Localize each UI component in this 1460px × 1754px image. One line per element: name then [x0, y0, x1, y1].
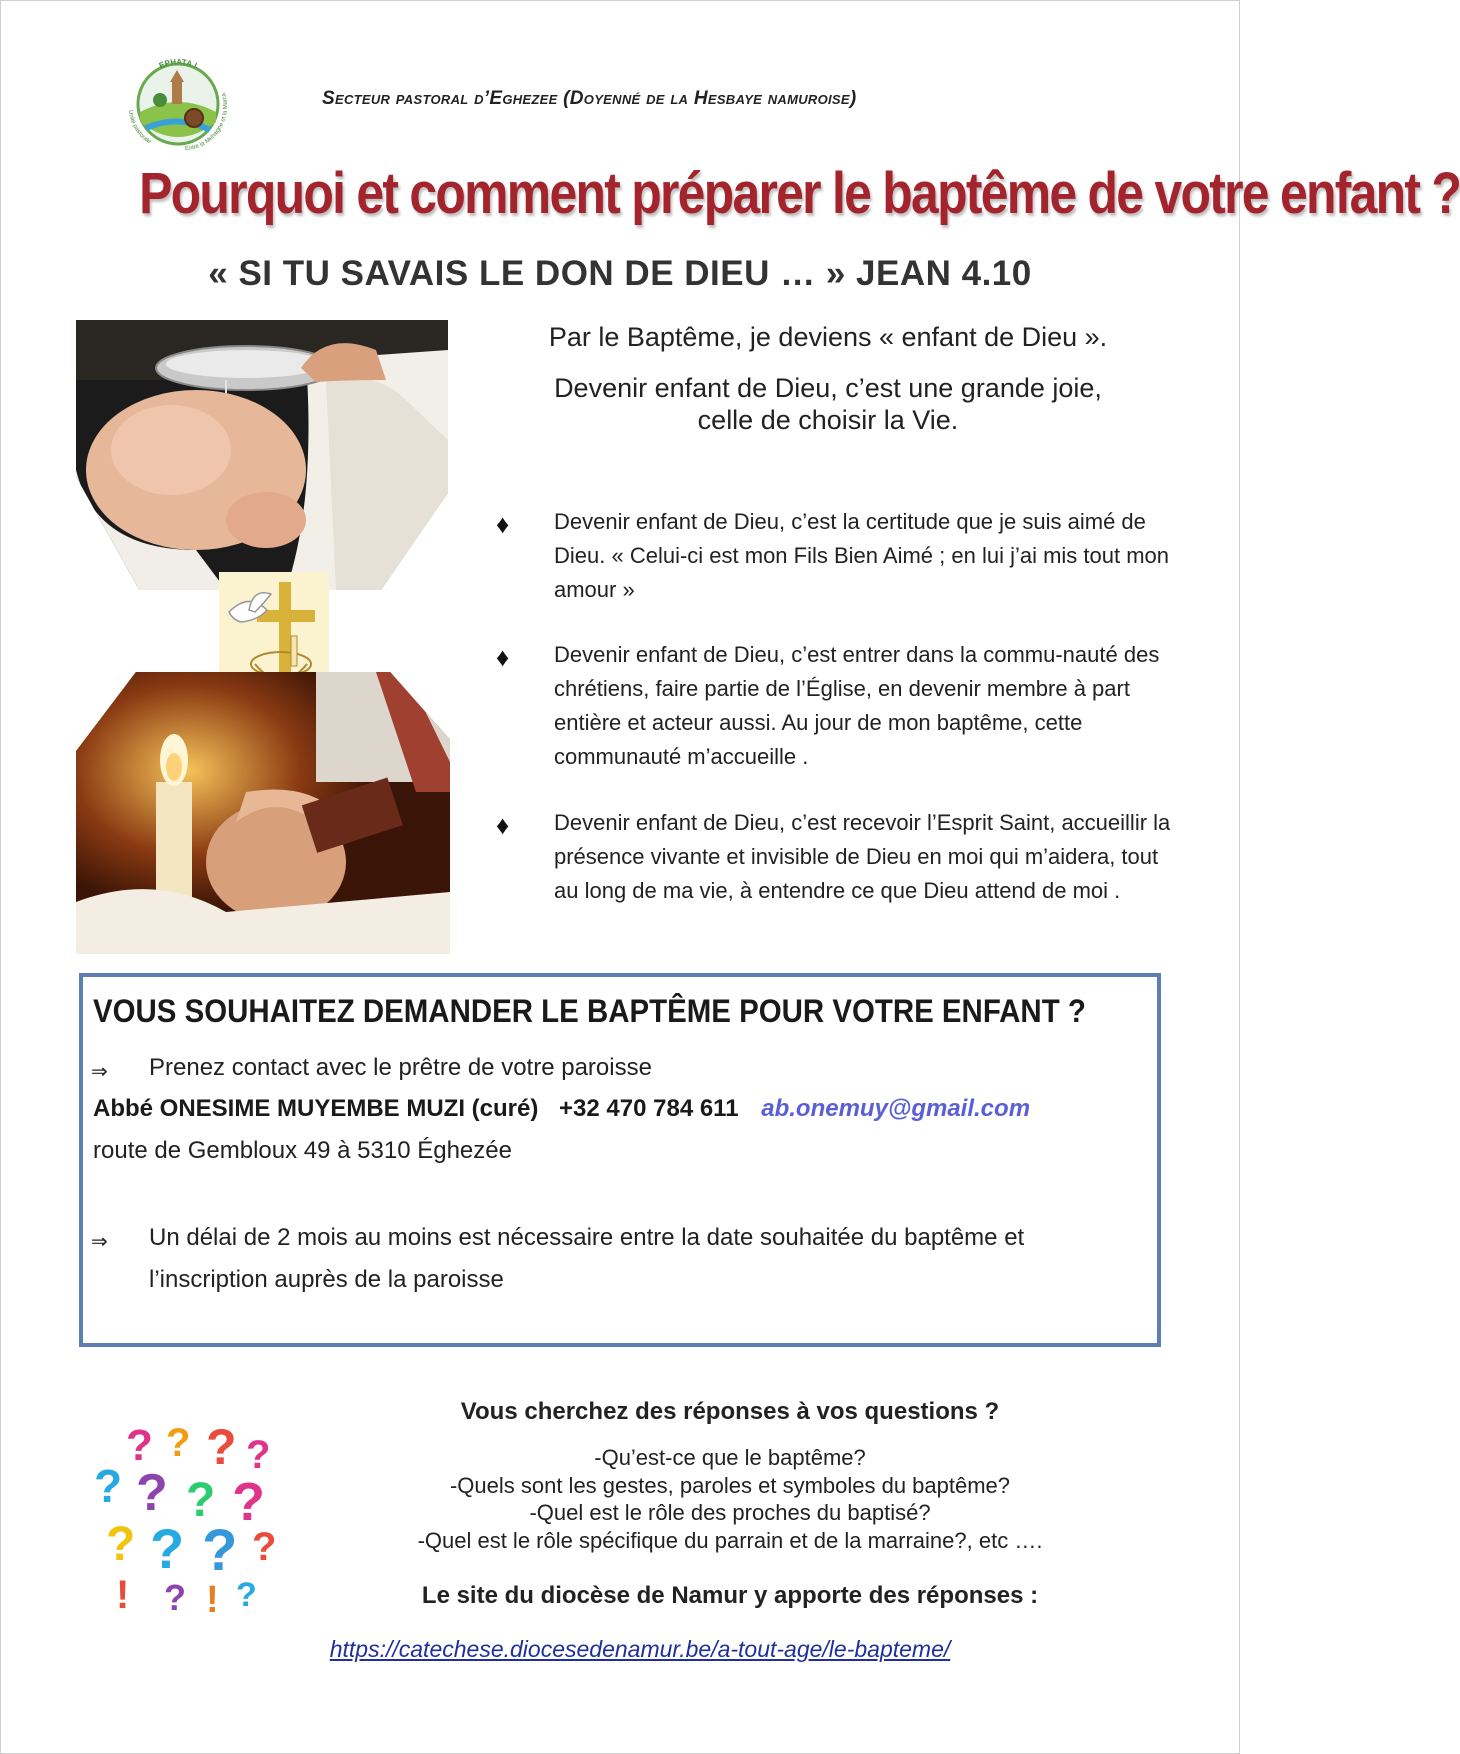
parish-logo-icon — [118, 42, 238, 160]
intro-line-1: Par le Baptême, je deviens « enfant de Dieu ». — [548, 322, 1108, 352]
contact-details — [93, 1095, 1030, 1123]
contact-box — [79, 973, 1161, 1347]
intro-line-2b: celle de choisir la Vie. — [697, 405, 959, 435]
list-item: -Quel est le rôle des proches du baptisé? — [529, 1500, 931, 1525]
diamond-bullet-icon: ♦ — [496, 509, 510, 539]
svg-text:?: ? — [94, 1460, 123, 1512]
questions-list — [340, 1444, 1120, 1554]
list-item: -Quels sont les gestes, paroles et symboles du baptême? — [449, 1472, 1011, 1498]
svg-text:?: ? — [206, 1419, 237, 1475]
page-subtitle: « SI TU SAVAIS LE DON DE DIEU … » JEAN 4.10 — [208, 254, 1032, 293]
logo-text-top: EPHATA ! — [157, 57, 199, 71]
list-item: -Qu’est-ce que le baptême? — [594, 1445, 866, 1470]
svg-text:?: ? — [186, 1474, 216, 1527]
priest-email-link[interactable]: ab.onemuy@gmail.com — [761, 1095, 1031, 1122]
priest-name: Abbé ONESIME MUYEMBE MUZI (curé) — [93, 1095, 539, 1122]
svg-text:?: ? — [126, 1421, 153, 1470]
bullet-text: Devenir enfant de Dieu, c’est recevoir l’Esprit Saint, accueillir la présence vivante et invisible de Dieu en moi qui m’aidera, tout au long de ma vie, à entendre ce que Dieu attend de moi . — [554, 810, 1171, 903]
intro-line-2a: Devenir enfant de Dieu, c’est une grande joie, — [554, 373, 1102, 403]
svg-text:?: ? — [136, 1464, 168, 1522]
diamond-bullet-icon: ♦ — [496, 810, 510, 840]
logo-text-right: Entre la Mehaigne et la Marca — [184, 92, 229, 153]
page-title: Pourquoi et comment préparer le baptême de votre enfant ? — [139, 161, 1460, 226]
site-line: Le site du diocèse de Namur y apporte des réponses : — [421, 1582, 1039, 1609]
svg-text:?: ? — [202, 1518, 238, 1583]
svg-text:?: ? — [246, 1433, 271, 1477]
priest-phone[interactable]: +32 470 784 611 — [559, 1095, 739, 1122]
contact-title: VOUS SOUHAITEZ DEMANDER LE BAPTÊME POUR VOTRE ENFANT ? — [93, 993, 1086, 1029]
svg-text:?: ? — [166, 1421, 191, 1465]
contact-step-1: Prenez contact avec le prêtre de votre paroisse — [149, 1054, 652, 1081]
svg-text:!: ! — [206, 1579, 219, 1621]
diocese-url-link[interactable]: https://catechese.diocesedenamur.be/a-tout-age/le-bapteme/ — [329, 1636, 951, 1662]
svg-text:?: ? — [106, 1518, 136, 1571]
bullet-text: Devenir enfant de Dieu, c’est entrer dans la commu-nauté des chrétiens, faire partie de l’Église, en devenir membre à part entière et acteur aussi. Au jour de mon baptême, cette communauté m’accueille . — [554, 642, 1160, 769]
svg-text:?: ? — [236, 1576, 257, 1614]
list-item: -Quel est le rôle spécifique du parrain et de la marraine?, etc …. — [417, 1527, 1043, 1553]
arrow-bullet-icon: ⇒ — [91, 1231, 108, 1253]
parish-address: route de Gembloux 49 à 5310 Éghezée — [93, 1137, 512, 1164]
bullet-text: Devenir enfant de Dieu, c’est la certitude que je suis aimé de Dieu. « Celui-ci est mon Fils Bien Aimé ; en lui j’ai mis tout mon amour » — [554, 509, 1170, 602]
candle-photo — [76, 672, 450, 954]
intro-line-2 — [478, 372, 1178, 436]
arrow-bullet-icon: ⇒ — [91, 1061, 108, 1083]
svg-text:?: ? — [164, 1577, 186, 1618]
question-marks-image-icon — [86, 1419, 286, 1621]
diamond-bullet-icon: ♦ — [496, 642, 510, 672]
svg-text:?: ? — [150, 1517, 185, 1580]
svg-text:?: ? — [232, 1472, 265, 1532]
contact-step-2: Un délai de 2 mois au moins est nécessaire entre la date souhaitée du baptême et l’inscription auprès de la paroisse — [149, 1224, 1025, 1293]
sector-heading: Secteur pastoral d’Eghezee (Doyenné de la Hesbaye namuroise) — [322, 88, 857, 109]
svg-text:?: ? — [252, 1525, 277, 1569]
svg-text:!: ! — [116, 1573, 130, 1617]
baptism-photo — [76, 320, 448, 590]
questions-heading: Vous cherchez des réponses à vos questions ? — [460, 1398, 1000, 1425]
logo-text-left: Unité pastorale — [126, 109, 152, 146]
